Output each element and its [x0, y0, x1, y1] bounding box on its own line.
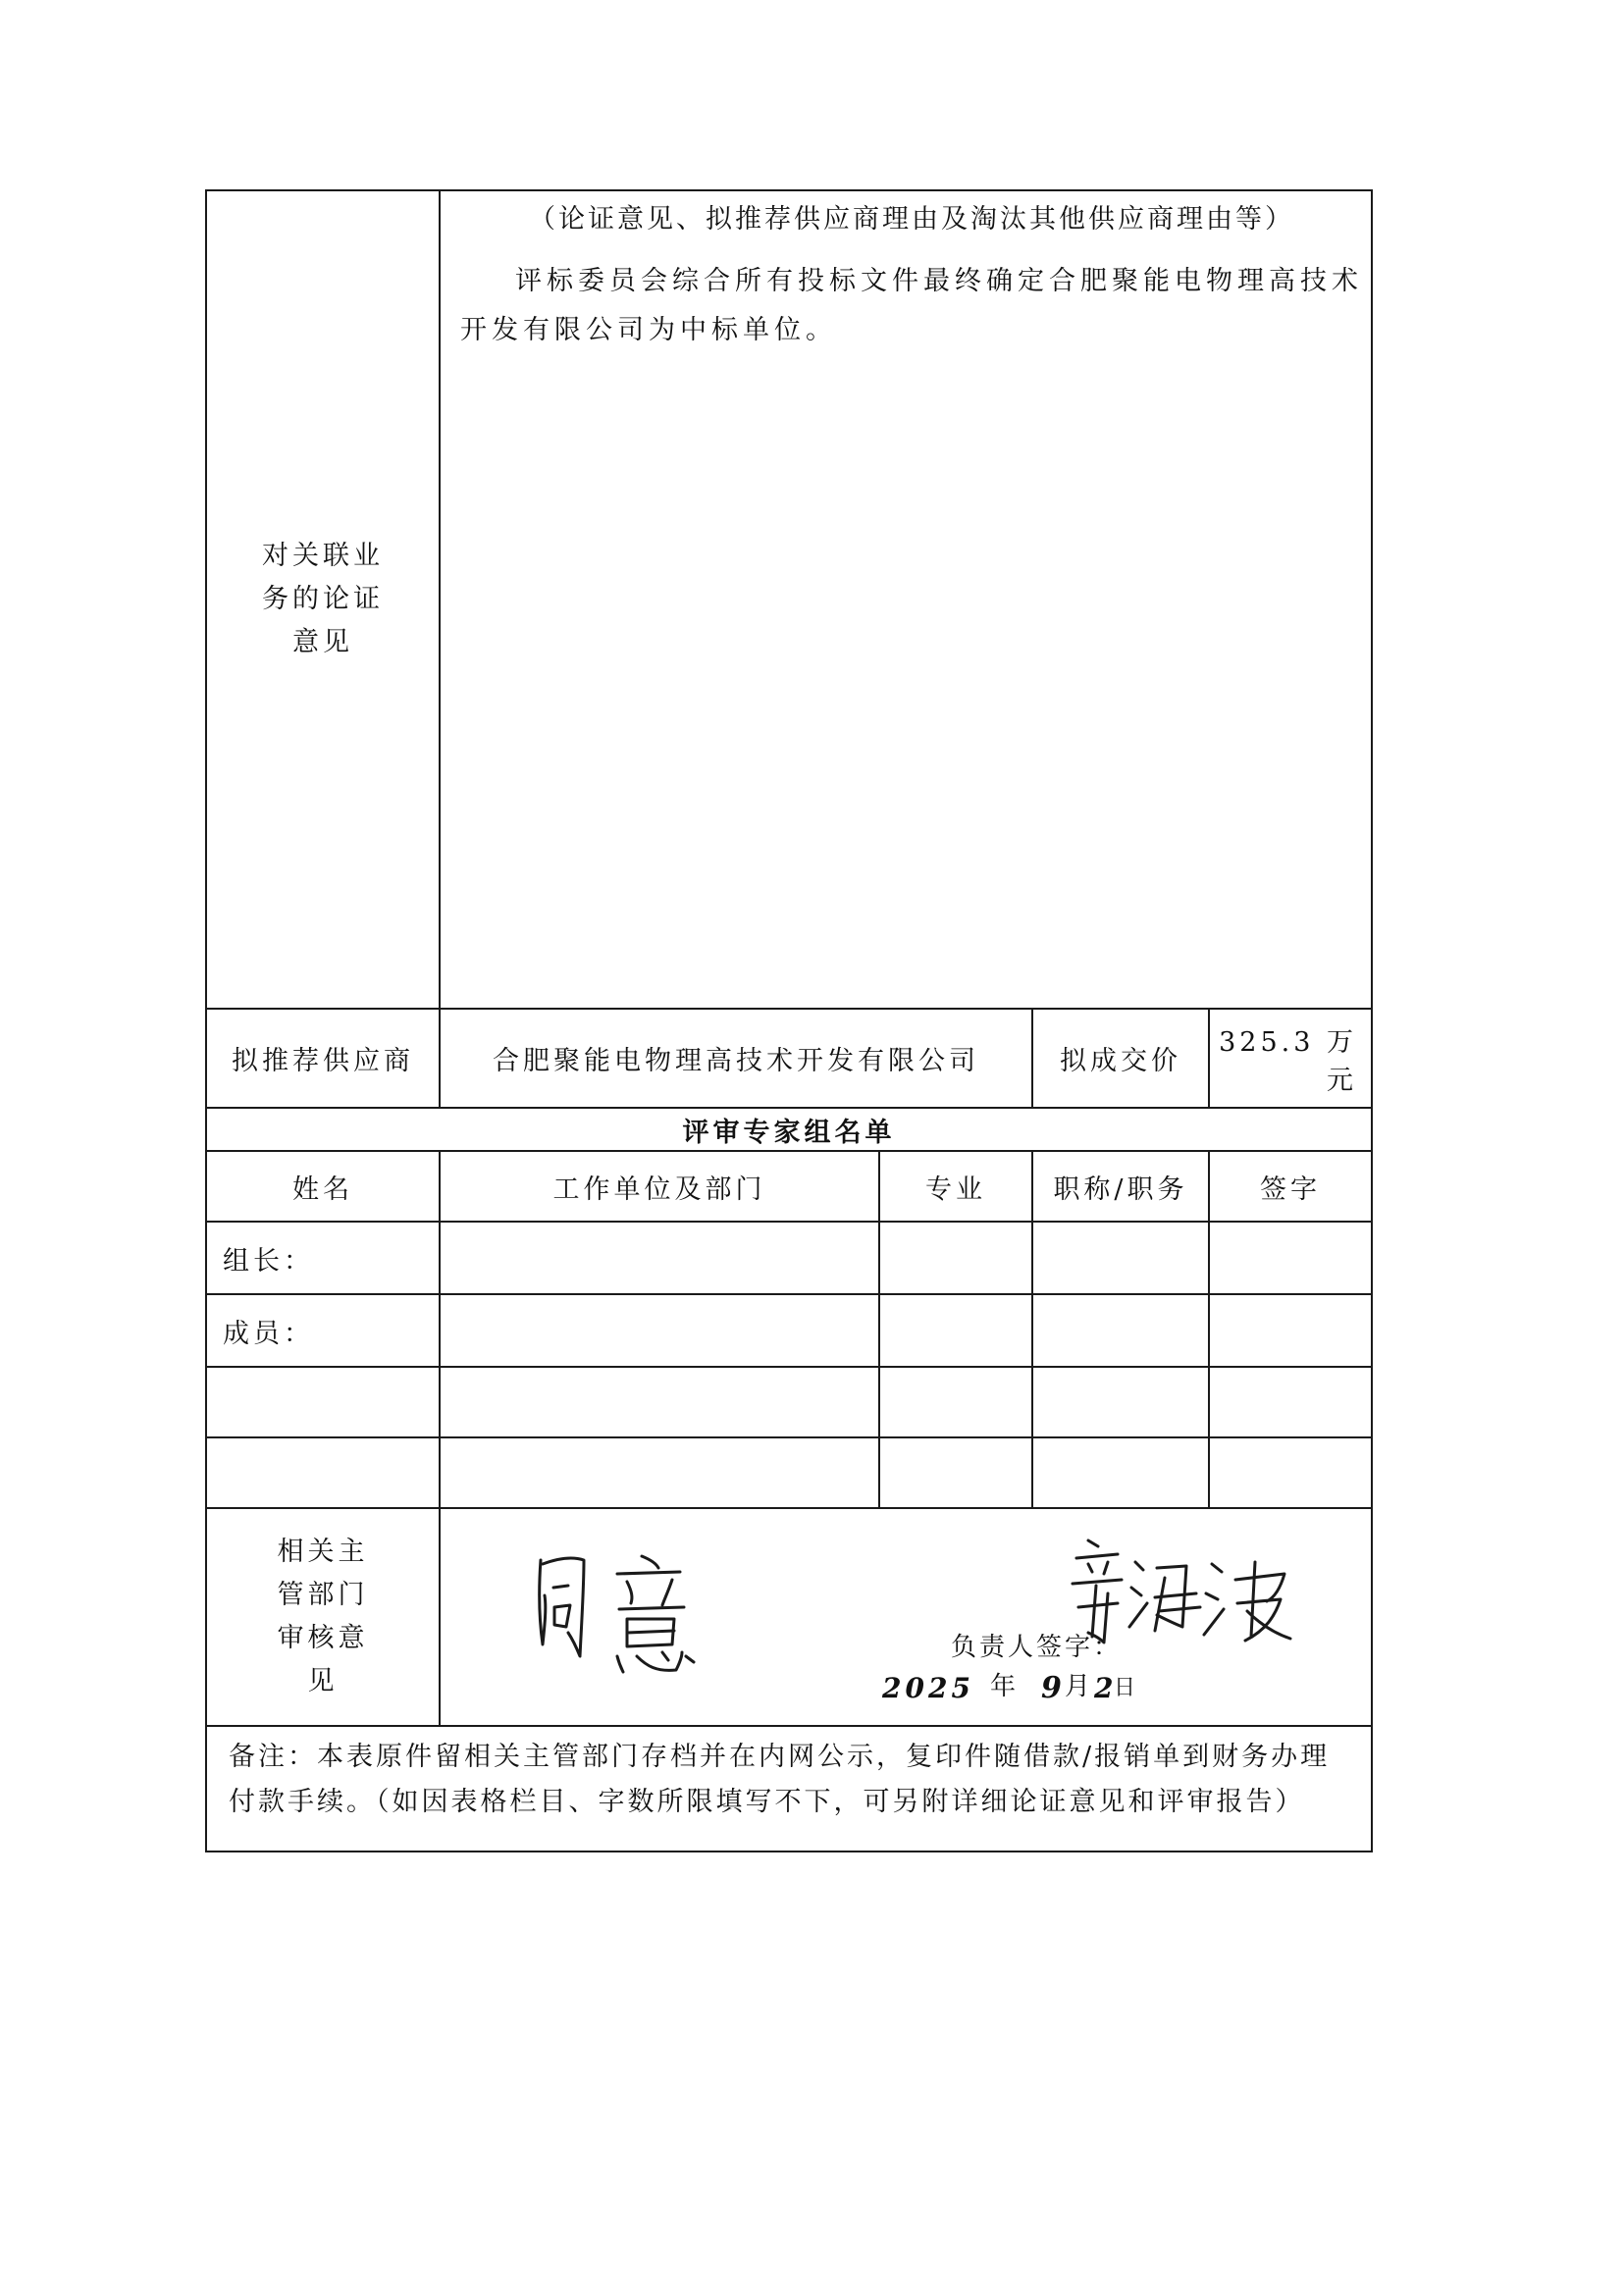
opinion-hint: （论证意见、拟推荐供应商理由及淘汰其他供应商理由等） [529, 204, 1294, 235]
expert-row-4-specialty [879, 1437, 1032, 1508]
note-row [206, 1726, 1372, 1852]
recommendation-row [206, 1009, 1372, 1108]
expert-row-1-organization [440, 1222, 879, 1294]
procurement-form-table [205, 189, 1373, 1852]
expert-row [206, 1294, 1372, 1367]
opinion-row [206, 190, 1372, 1009]
expert-row-4-organization [440, 1437, 879, 1508]
expert-row [206, 1437, 1372, 1508]
header-name: 姓名 [206, 1151, 440, 1222]
expert-row-3-specialty [879, 1367, 1032, 1437]
header-organization: 工作单位及部门 [440, 1151, 879, 1222]
department-review-label: 相关主管部门审核意见 [277, 1537, 369, 1696]
date-month-unit: 月 [1065, 1672, 1095, 1701]
expert-row-2-title [1032, 1294, 1209, 1367]
expert-row-2-specialty [879, 1294, 1032, 1367]
header-title: 职称/职务 [1032, 1151, 1209, 1222]
recommended-supplier-label: 拟推荐供应商 [206, 1009, 440, 1108]
opinion-label-cell [206, 190, 440, 1009]
date-year: 2025 [882, 1672, 974, 1704]
expert-row-4-title [1032, 1437, 1209, 1508]
expert-list-title-row [206, 1108, 1372, 1151]
expert-list-header-row [206, 1151, 1372, 1222]
expert-row-1-name: 组长： [206, 1222, 440, 1294]
handwritten-approval-mark [540, 1556, 694, 1672]
date-day: 2 [1094, 1672, 1118, 1704]
expert-row-3-name [206, 1367, 440, 1437]
header-signature: 签字 [1209, 1151, 1372, 1222]
opinion-content-cell [440, 190, 1372, 1009]
expert-row [206, 1367, 1372, 1437]
expert-row-1-specialty [879, 1222, 1032, 1294]
expert-row-2-signature [1209, 1294, 1372, 1367]
header-specialty: 专业 [879, 1151, 1032, 1222]
expert-row-1-title [1032, 1222, 1209, 1294]
expert-row-2-organization [440, 1294, 879, 1367]
date-year-unit: 年 [990, 1672, 1021, 1701]
price-value: 325.3 万元 [1209, 1009, 1372, 1108]
date-month: 9 [1041, 1671, 1066, 1705]
expert-row-4-name [206, 1437, 440, 1508]
department-review-label-cell [206, 1508, 440, 1726]
date-day-unit: 日 [1114, 1676, 1140, 1700]
signer-label: 负责人签字： [951, 1633, 1123, 1662]
footnote: 备注：本表原件留相关主管部门存档并在内网公示，复印件随借款/报销单到财务办理付款手续。（如因表格栏目、字数所限填写不下，可另附详细论证意见和评审报告） [206, 1726, 1372, 1852]
expert-row-3-organization [440, 1367, 879, 1437]
recommended-supplier-name: 合肥聚能电物理高技术开发有限公司 [440, 1009, 1032, 1108]
expert-row-3-signature [1209, 1367, 1372, 1437]
opinion-label: 对关联业务的论证意见 [262, 541, 384, 657]
department-review-row [206, 1508, 1372, 1726]
price-label: 拟成交价 [1032, 1009, 1209, 1108]
expert-row [206, 1222, 1372, 1294]
expert-row-3-title [1032, 1367, 1209, 1437]
expert-row-4-signature [1209, 1437, 1372, 1508]
department-review-cell [440, 1508, 1372, 1726]
expert-row-2-name: 成员： [206, 1294, 440, 1367]
expert-list-title: 评审专家组名单 [206, 1108, 1372, 1151]
expert-row-1-signature [1209, 1222, 1372, 1294]
opinion-body: 评标委员会综合所有投标文件最终确定合肥聚能电物理高技术开发有限公司为中标单位。 [460, 266, 1363, 345]
handwritten-approval-and-signature [441, 1509, 1373, 1725]
